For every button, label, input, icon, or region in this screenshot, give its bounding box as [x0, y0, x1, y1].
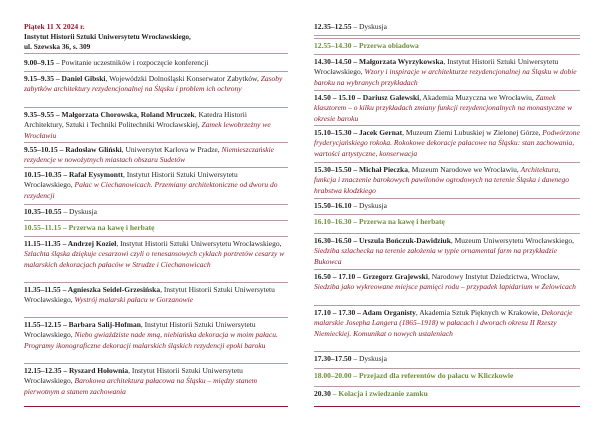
divider: [314, 233, 580, 234]
item-time: 9.55–10.15: [24, 145, 58, 154]
speaker-name: – Rafał Eysymontt: [61, 170, 123, 179]
talk-title: Podwórzone fryderycjańskiego rokoka. Rokokowe dekoracje pałacowe na Śląsku: stan zachowania, wartości artystyczne, konserwacja: [314, 128, 580, 158]
schedule-item: [314, 389, 580, 399]
speaker-name: – Jacek Gernat: [351, 128, 403, 137]
divider: [314, 269, 580, 270]
item-time: 11.15–11.35: [24, 239, 61, 248]
divider: [24, 142, 288, 143]
speaker-affiliation: , Instytut Historii Sztuki Uniwersytetu Wrocławskiego,: [24, 366, 243, 386]
item-time: 18.00–20.00: [314, 371, 352, 380]
schedule-item: [24, 239, 288, 270]
divider: [314, 162, 580, 163]
talk-title: Zasoby zabytków architektury rezydencjonalnej na Śląsku i problem ich ochrony: [24, 74, 283, 94]
divider: [314, 54, 580, 55]
divider: [314, 406, 580, 407]
divider: [24, 363, 288, 364]
divider: [314, 198, 580, 199]
break-item: [314, 41, 580, 51]
schedule-item: [24, 170, 288, 201]
speaker-name: – Grzegorz Grajewski: [355, 272, 428, 281]
schedule-item: [314, 93, 580, 124]
item-time: 20.30: [314, 389, 331, 398]
speaker-name: – Małgorzata Wyrzykowska: [351, 57, 444, 66]
divider: [24, 317, 288, 318]
schedule-item: [24, 58, 288, 68]
speaker-affiliation: , Muzeum Narodowe we Wrocławiu,: [407, 165, 521, 174]
schedule-item: [24, 110, 288, 141]
item-time: 11.35–11.55: [24, 285, 61, 294]
talk-title: Dekoracje malarskie Josepha Langera (1865–1918) w pałacach i dworach okresu II Rzeszy Niemieckiej. Komunikat o nowych ustaleniach: [314, 308, 573, 338]
speaker-name: – Dariusz Galewski: [355, 93, 420, 102]
talk-title: Siedziba szlachecka na terenie założenia w typie ornamental farm na przykładzie Bukowca: [314, 246, 558, 266]
divider: [314, 305, 580, 306]
speaker-affiliation: , Akademia Muzyczna we Wrocławiu,: [419, 93, 536, 102]
divider: [314, 35, 580, 36]
speaker-name: – Małgorzata Chorowska, Roland Mruczek: [54, 110, 195, 119]
divider: [314, 368, 580, 369]
item-text: – Dyskusja: [351, 22, 387, 31]
break-item: [314, 217, 580, 227]
schedule-item: [314, 236, 580, 267]
speaker-affiliation: , Uniwersytet Karlova w Pradze,: [121, 145, 222, 154]
item-time: 9.00–9.15: [24, 58, 54, 67]
item-time: 15.10–15.30: [314, 128, 352, 137]
schedule-item: [24, 320, 288, 351]
speaker-affiliation: , Narodowy Instytut Dziedzictwa, Wrocław,: [427, 272, 560, 281]
schedule-item: [314, 201, 580, 211]
talk-title: Wystrój malarski pałacu w Gorzanowie: [74, 295, 193, 305]
item-text: – Przejazd dla referentów do pałacu w Kliczkowie: [351, 371, 514, 380]
schedule-item: [314, 165, 580, 196]
speaker-name: – Barbara Salij-Hofman: [61, 320, 141, 329]
speaker-affiliation: , Instytut Historii Sztuki Uniwersytetu Wrocławskiego,: [24, 170, 238, 190]
divider: [24, 204, 288, 205]
divider: [314, 125, 580, 126]
talk-title: Niemieszczańskie rezydencje w nowożytnych miastach obszaru Sudetów: [24, 145, 274, 165]
speaker-affiliation: , Katedra Historii Architektury, Sztuki i Techniki Politechniki Wrocławskiej,: [24, 110, 247, 130]
item-text: – Dyskusja: [351, 201, 387, 210]
speaker-name: – Urszula Bończuk-Dawidziuk: [351, 236, 451, 245]
item-time: 15.50–16.10: [314, 201, 352, 210]
schedule-item: [314, 272, 580, 293]
item-text: – Powitanie uczestników i rozpoczęcie konferencji: [54, 58, 209, 67]
talk-title: Siedziba jako wykreowane miejsce pamięci rodu – przypadek lapidarium w Żelowicach: [314, 282, 576, 292]
item-time: 11.55–12.15: [24, 320, 62, 329]
divider: [24, 107, 288, 108]
talk-title: Zamek lewobrzeżny we Wrocławiu: [24, 120, 271, 140]
divider: [314, 351, 580, 352]
item-time: 12.35–12.55: [314, 22, 352, 31]
talk-title: Wzory i inspiracje w architekturze rezydencjonalnej na Śląsku w dobie baroku na wybranych przykładach: [314, 67, 577, 87]
item-time: 10.15–10.35: [24, 170, 62, 179]
item-time: 14.50 – 15.10: [314, 93, 356, 102]
right-column: [314, 0, 580, 424]
schedule-item: [314, 308, 580, 339]
schedule-item: [314, 371, 580, 381]
schedule-item: [24, 366, 288, 397]
divider: [24, 236, 288, 237]
speaker-affiliation: , Wojewódzki Dolnośląski Konserwator Zabytków,: [105, 74, 261, 83]
left-column: [24, 0, 288, 424]
schedule-item: [24, 285, 288, 306]
speaker-name: – Ryszard Hołownia: [61, 366, 129, 375]
item-time: 16.50 – 17.10: [314, 272, 356, 281]
speaker-affiliation: , Muzeum Uniwersytetu Wrocławskiego,: [450, 236, 574, 245]
divider: [24, 282, 288, 283]
item-time: 12.15–12.35: [24, 366, 62, 375]
speaker-affiliation: , Instytut Historii Sztuki Uniwersytetu Wrocławskiego,: [314, 57, 559, 77]
day-date: Piątek 11 X 2024 r.: [24, 22, 85, 31]
talk-title: Szlachta śląska dziękuje cesarzowi czyli o renesansowych cyklach portretów cesarzy w malarskich dekoracjach pałaców w Strudze i Ciechanowicach: [24, 249, 285, 269]
schedule-item: [24, 74, 288, 95]
divider: [24, 220, 288, 221]
talk-title: Barokowa architektura pałacowa na Śląsku – między stanem pierwotnym a stanem zachowania: [24, 376, 258, 396]
speaker-name: – Andrzej Kozieł: [60, 239, 117, 248]
divider: [24, 167, 288, 168]
speaker-affiliation: , Instytut Historii Sztuki Uniwersytetu Wrocławskiego,: [24, 320, 256, 340]
speaker-affiliation: , Instytut Historii Sztuki Uniwersytetu Wrocławskiego,: [116, 239, 282, 248]
item-time: 15.30–15.50: [314, 165, 352, 174]
speaker-name: – Agnieszka Seidel-Grzesińska: [60, 285, 161, 294]
divider: [314, 90, 580, 91]
speaker-name: – Michał Pieczka: [351, 165, 408, 174]
divider: [314, 38, 580, 39]
schedule-item: [24, 207, 288, 217]
item-time: 9.15–9.35: [24, 74, 54, 83]
speaker-name: – Adam Organisty: [355, 308, 416, 317]
item-text: – Dyskusja: [351, 354, 387, 363]
divider: [314, 386, 580, 387]
divider: [24, 71, 288, 72]
schedule-item: [24, 145, 288, 166]
speaker-name: – Daniel Gibski: [54, 74, 106, 83]
schedule-item: [314, 128, 580, 159]
item-time: 16.30–16.50: [314, 236, 352, 245]
talk-title: Niebo gwiaździste nade mną, niebiańska dekoracja w moim pałacu. Programy ikonograficzne dekoracji malarskich śląskich rezydencji epoki baroku: [24, 330, 278, 350]
divider: [24, 53, 288, 54]
talk-title: Zamek klasztorem – o kilku przykładach zmiany funkcji rezydencjonalnych na monastyczne w okresie baroku: [314, 93, 573, 123]
break-label: 10.55–11.15 – Przerwa na kawę i herbatę: [24, 223, 155, 232]
venue-address: ul. Szewska 36, s. 309: [24, 41, 91, 51]
schedule-item: [314, 354, 580, 364]
item-time: 9.35–9.55: [24, 110, 54, 119]
venue-name: Instytut Historii Sztuki Uniwersytetu Wrocławskiego,: [24, 32, 191, 41]
talk-title: Architektura, funkcja i znaczenie barokowych pawilonów ogrodowych na terenie Śląska i dawnego hrabstwa kłodzkiego: [314, 165, 569, 195]
schedule-item: [314, 22, 580, 32]
divider: [24, 406, 288, 407]
break-label: 16.10–16.30 – Przerwa na kawę i herbatę: [314, 217, 445, 226]
speaker-affiliation: , Instytut Historii Sztuki Uniwersytetu Wrocławskiego,: [24, 285, 275, 305]
item-time: 10.35–10.55: [24, 207, 62, 216]
item-text: – Kolacja i zwiedzanie zamku: [330, 389, 428, 398]
divider: [314, 214, 580, 215]
schedule-item: [314, 57, 580, 88]
speaker-affiliation: , Akademia Sztuk Pięknych w Krakowie,: [415, 308, 542, 317]
item-time: 17.30–17.50: [314, 354, 352, 363]
break-label: 12.55–14.30 – Przerwa obiadowa: [314, 41, 419, 50]
item-time: 14.30–14.50: [314, 57, 352, 66]
speaker-affiliation: , Muzeum Ziemi Lubuskiej w Zielonej Górze,: [402, 128, 543, 137]
talk-title: Pałac w Ciechanowicach. Przemiany architektoniczne od dworu do rezydencji: [24, 180, 278, 200]
speaker-name: – Radosław Gliński: [57, 145, 122, 154]
item-text: – Dyskusja: [61, 207, 97, 216]
break-item: [24, 223, 288, 233]
item-time: 17.10 – 17.30: [314, 308, 356, 317]
